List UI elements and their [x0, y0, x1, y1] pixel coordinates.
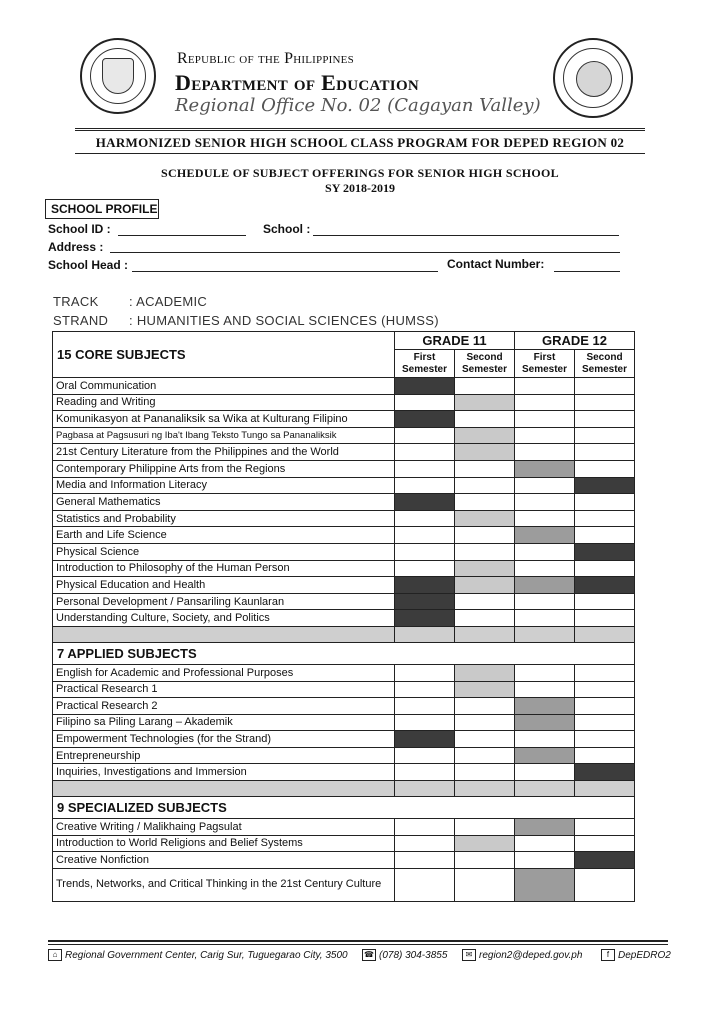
- semester-cell: [455, 819, 515, 836]
- semester-cell: [515, 477, 575, 494]
- semester-cell: [395, 819, 455, 836]
- subject-row: [53, 427, 635, 444]
- g11-first-semester-header: First Semester: [395, 350, 455, 378]
- semester-cell: [575, 577, 635, 594]
- school-field[interactable]: [313, 235, 619, 236]
- contact-number-label: Contact Number:: [447, 257, 545, 271]
- semester-cell: [455, 560, 515, 577]
- semester-cell: [395, 852, 455, 869]
- semester-cell: [515, 764, 575, 781]
- subject-row: [53, 868, 635, 901]
- specialized-subjects-title: [53, 797, 635, 819]
- semester-cell: [395, 411, 455, 428]
- semester-cell: [395, 378, 455, 395]
- semester-cell: [395, 868, 455, 901]
- semester-cell: [515, 698, 575, 715]
- subject-name: Oral Communication: [53, 378, 395, 395]
- g11-second-semester-header: Second Semester: [455, 350, 515, 378]
- subject-name: Empowerment Technologies (for the Strand): [53, 731, 395, 748]
- title-divider: [75, 153, 645, 154]
- semester-cell: [575, 411, 635, 428]
- semester-cell: [515, 427, 575, 444]
- school-id-label: School ID :: [48, 222, 111, 236]
- footer-divider: [48, 940, 668, 942]
- semester-cell: [575, 444, 635, 461]
- subject-name: Earth and Life Science: [53, 527, 395, 544]
- header-divider: [75, 128, 645, 131]
- subject-row: [53, 510, 635, 527]
- semester-cell: [455, 577, 515, 594]
- semester-cell: [395, 510, 455, 527]
- semester-cell: [515, 819, 575, 836]
- applied-subjects-title-label: 7 APPLIED SUBJECTS: [53, 642, 635, 664]
- semester-cell: [515, 835, 575, 852]
- subject-row: [53, 577, 635, 594]
- semester-cell: [515, 378, 575, 395]
- semester-cell: [575, 664, 635, 681]
- subject-name: Introduction to Philosophy of the Human Person: [53, 560, 395, 577]
- building-icon: ⌂: [48, 949, 62, 961]
- semester-cell: [515, 664, 575, 681]
- schedule-table: [52, 331, 635, 902]
- semester-cell: [515, 747, 575, 764]
- subject-name: Reading and Writing: [53, 394, 395, 411]
- applied-subjects-title: [53, 642, 635, 664]
- department-heading: Department of Education: [175, 70, 420, 95]
- semester-cell: [395, 664, 455, 681]
- semester-cell: [575, 610, 635, 627]
- semester-cell: [395, 394, 455, 411]
- semester-cell: [515, 852, 575, 869]
- semester-cell: [575, 460, 635, 477]
- footer-facebook[interactable]: f DepEDRO2: [601, 949, 671, 961]
- semester-cell: [575, 427, 635, 444]
- semester-cell: [455, 510, 515, 527]
- semester-cell: [515, 510, 575, 527]
- semester-cell: [575, 731, 635, 748]
- school-profile-label: SCHOOL PROFILE: [45, 199, 159, 219]
- semester-cell: [395, 731, 455, 748]
- semester-cell: [395, 460, 455, 477]
- g12-first-semester-header: First Semester: [515, 350, 575, 378]
- footer-phone: ☎ (078) 304-3855: [362, 949, 447, 961]
- subject-row: [53, 477, 635, 494]
- subject-name: Statistics and Probability: [53, 510, 395, 527]
- subject-name: Pagbasa at Pagsusuri ng Iba't Ibang Teksto Tungo sa Pananaliksik: [53, 427, 395, 444]
- address-label: Address :: [48, 240, 104, 254]
- semester-cell: [575, 747, 635, 764]
- semester-cell: [575, 527, 635, 544]
- subject-name: Creative Writing / Malikhaing Pagsulat: [53, 819, 395, 836]
- semester-cell: [515, 731, 575, 748]
- school-year: SY 2018-2019: [325, 181, 395, 195]
- semester-cell: [515, 460, 575, 477]
- subject-row: [53, 494, 635, 511]
- subject-row: [53, 411, 635, 428]
- semester-cell: [395, 577, 455, 594]
- subject-row: [53, 593, 635, 610]
- phone-icon: ☎: [362, 949, 376, 961]
- subject-row: [53, 378, 635, 395]
- subject-name: Physical Science: [53, 543, 395, 560]
- semester-cell: [515, 394, 575, 411]
- facebook-icon: f: [601, 949, 615, 961]
- semester-cell: [455, 664, 515, 681]
- subject-row: [53, 731, 635, 748]
- subject-row: [53, 819, 635, 836]
- subject-row: [53, 460, 635, 477]
- school-label: School :: [263, 222, 311, 236]
- semester-cell: [455, 610, 515, 627]
- semester-cell: [515, 593, 575, 610]
- subject-row: [53, 698, 635, 715]
- semester-cell: [575, 714, 635, 731]
- semester-cell: [455, 460, 515, 477]
- semester-cell: [455, 444, 515, 461]
- footer-email[interactable]: ✉ region2@deped.gov.ph: [462, 949, 582, 961]
- semester-cell: [395, 543, 455, 560]
- semester-cell: [515, 494, 575, 511]
- grade-12-header: GRADE 12: [515, 332, 635, 350]
- semester-cell: [395, 427, 455, 444]
- semester-cell: [575, 378, 635, 395]
- semester-cell: [575, 543, 635, 560]
- semester-cell: [395, 747, 455, 764]
- program-title: HARMONIZED SENIOR HIGH SCHOOL CLASS PROGRAM FOR DEPED REGION 02: [95, 135, 625, 150]
- semester-cell: [575, 819, 635, 836]
- semester-cell: [455, 698, 515, 715]
- region-heading: Regional Office No. 02 (Cagayan Valley): [175, 95, 541, 116]
- subject-name: 21st Century Literature from the Philippines and the World: [53, 444, 395, 461]
- semester-cell: [395, 560, 455, 577]
- deped-seal-logo: [80, 38, 156, 114]
- semester-cell: [455, 868, 515, 901]
- semester-cell: [455, 852, 515, 869]
- semester-cell: [575, 835, 635, 852]
- semester-cell: [575, 681, 635, 698]
- subject-row: [53, 852, 635, 869]
- semester-cell: [455, 681, 515, 698]
- subject-row: [53, 747, 635, 764]
- semester-cell: [515, 527, 575, 544]
- strand-row: [53, 313, 439, 328]
- subject-name: English for Academic and Professional Purposes: [53, 664, 395, 681]
- subject-row: [53, 394, 635, 411]
- subject-row: [53, 835, 635, 852]
- semester-cell: [455, 527, 515, 544]
- subject-row: [53, 444, 635, 461]
- subject-name: Introduction to World Religions and Belief Systems: [53, 835, 395, 852]
- core-subjects-title: 15 CORE SUBJECTS: [53, 332, 395, 378]
- semester-cell: [395, 444, 455, 461]
- subject-name: Physical Education and Health: [53, 577, 395, 594]
- semester-cell: [455, 394, 515, 411]
- semester-cell: [575, 510, 635, 527]
- semester-cell: [455, 714, 515, 731]
- semester-cell: [515, 411, 575, 428]
- strand-key: STRAND: [53, 313, 109, 328]
- semester-cell: [395, 593, 455, 610]
- semester-cell: [395, 698, 455, 715]
- subject-row: [53, 664, 635, 681]
- semester-cell: [455, 378, 515, 395]
- subject-name: Entrepreneurship: [53, 747, 395, 764]
- semester-cell: [455, 411, 515, 428]
- subject-name: Inquiries, Investigations and Immersion: [53, 764, 395, 781]
- subject-row: [53, 560, 635, 577]
- subject-name: Understanding Culture, Society, and Politics: [53, 610, 395, 627]
- subject-row: [53, 610, 635, 627]
- subject-name: Practical Research 2: [53, 698, 395, 715]
- grade-11-header: GRADE 11: [395, 332, 515, 350]
- semester-cell: [395, 714, 455, 731]
- semester-cell: [515, 577, 575, 594]
- subject-name: Komunikasyon at Pananaliksik sa Wika at Kulturang Filipino: [53, 411, 395, 428]
- subject-row: [53, 714, 635, 731]
- track-key: TRACK: [53, 294, 99, 309]
- semester-cell: [575, 698, 635, 715]
- footer-address: ⌂ Regional Government Center, Carig Sur, Tuguegarao City, 3500: [48, 949, 348, 961]
- semester-cell: [575, 868, 635, 901]
- semester-cell: [515, 444, 575, 461]
- schedule-title: SCHEDULE OF SUBJECT OFFERINGS FOR SENIOR HIGH SCHOOL: [160, 166, 559, 180]
- g12-second-semester-header: Second Semester: [575, 350, 635, 378]
- footer-divider-thin: [48, 944, 668, 945]
- semester-cell: [395, 494, 455, 511]
- semester-cell: [395, 681, 455, 698]
- strand-value: : HUMANITIES AND SOCIAL SCIENCES (HUMSS): [129, 313, 439, 328]
- semester-cell: [395, 835, 455, 852]
- school-head-label: School Head :: [48, 258, 129, 272]
- subject-name: Media and Information Literacy: [53, 477, 395, 494]
- subject-name: Practical Research 1: [53, 681, 395, 698]
- mail-icon: ✉: [462, 949, 476, 961]
- semester-cell: [395, 477, 455, 494]
- semester-cell: [455, 835, 515, 852]
- semester-cell: [575, 852, 635, 869]
- subject-row: [53, 681, 635, 698]
- subject-name: Contemporary Philippine Arts from the Regions: [53, 460, 395, 477]
- subject-name: Trends, Networks, and Critical Thinking in the 21st Century Culture: [53, 868, 395, 901]
- semester-cell: [455, 747, 515, 764]
- semester-cell: [455, 543, 515, 560]
- subject-row: [53, 543, 635, 560]
- semester-cell: [515, 560, 575, 577]
- semester-cell: [455, 764, 515, 781]
- semester-cell: [575, 560, 635, 577]
- subject-name: General Mathematics: [53, 494, 395, 511]
- track-value: : ACADEMIC: [129, 294, 208, 309]
- semester-cell: [575, 593, 635, 610]
- republic-heading: Republic of the Philippines: [177, 50, 354, 67]
- section-spacer: [53, 781, 635, 797]
- regional-office-seal-logo: [553, 38, 633, 118]
- contact-number-field[interactable]: [554, 271, 620, 272]
- subject-row: [53, 764, 635, 781]
- subject-name: Filipino sa Piling Larang – Akademik: [53, 714, 395, 731]
- school-head-field[interactable]: [132, 271, 438, 272]
- semester-cell: [575, 494, 635, 511]
- semester-cell: [455, 494, 515, 511]
- semester-cell: [455, 427, 515, 444]
- semester-cell: [395, 764, 455, 781]
- semester-cell: [515, 714, 575, 731]
- address-field[interactable]: [110, 252, 620, 253]
- semester-cell: [455, 731, 515, 748]
- semester-cell: [515, 868, 575, 901]
- subject-name: Creative Nonfiction: [53, 852, 395, 869]
- subject-name: Personal Development / Pansariling Kaunlaran: [53, 593, 395, 610]
- section-spacer: [53, 626, 635, 642]
- semester-cell: [515, 610, 575, 627]
- specialized-subjects-title-label: 9 SPECIALIZED SUBJECTS: [53, 797, 635, 819]
- semester-cell: [455, 593, 515, 610]
- semester-cell: [575, 394, 635, 411]
- semester-cell: [395, 527, 455, 544]
- semester-cell: [575, 477, 635, 494]
- track-row: [53, 294, 207, 309]
- semester-cell: [515, 543, 575, 560]
- semester-cell: [455, 477, 515, 494]
- semester-cell: [395, 610, 455, 627]
- semester-cell: [575, 764, 635, 781]
- subject-row: [53, 527, 635, 544]
- school-id-field[interactable]: [118, 235, 246, 236]
- semester-cell: [515, 681, 575, 698]
